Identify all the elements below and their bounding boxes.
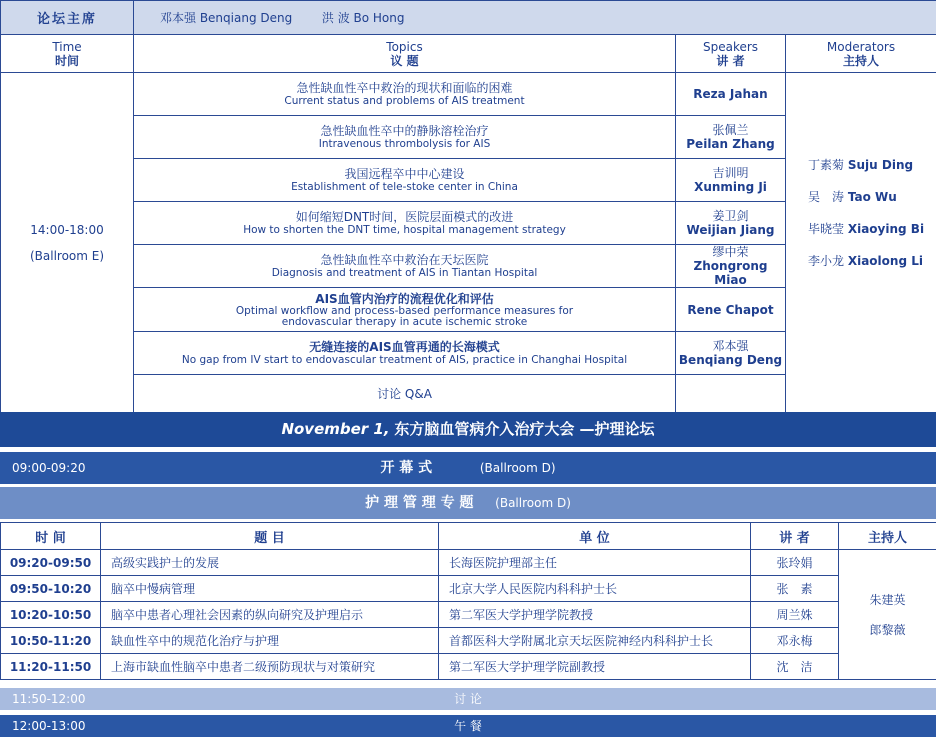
table-row: 09:50-10:20 脑卒中慢病管理 北京大学人民医院内科科护士长 张 素 xyxy=(1,576,936,602)
nursing-schedule-table xyxy=(0,522,936,680)
header-speakers: Speakers 讲 者 xyxy=(676,35,786,73)
table-row: 10:50-11:20 缺血性卒中的规范化治疗与护理 首都医科大学附属北京天坛医院神经内科科护士长 邓永梅 xyxy=(1,628,936,654)
session-room: (Ballroom E) xyxy=(29,248,105,263)
topic-cell: 如何缩短DNT时间，医院层面模式的改进 How to shorten the DNT time, hospital management strategy xyxy=(134,202,676,245)
nursing-session-header xyxy=(0,487,936,519)
table-row: 09:20-09:50 高级实践护士的发展 长海医院护理部主任 张玲娟 朱建英 郎黎薇 xyxy=(1,550,936,576)
session-time-cell xyxy=(1,73,134,413)
speaker-cell: 吉训明 Xunming Ji xyxy=(676,159,786,202)
topic-cell: 急性缺血性卒中的静脉溶栓治疗 Intravenous thrombolysis for AIS xyxy=(134,116,676,159)
nursing-moderators: 朱建英 郎黎薇 xyxy=(839,550,936,680)
topic-cell: 无缝连接的AIS血管再通的长海模式 No gap from IV start to endovascular treatment of AIS, practice in Changhai Hospital xyxy=(134,332,676,375)
nursing-room: (Ballroom D) xyxy=(495,496,571,510)
banner-date: November 1, xyxy=(281,420,390,438)
moderator-3: 毕晓莹 Xiaoying Bi xyxy=(808,221,925,236)
speaker-cell: 姜卫剑 Weijian Jiang xyxy=(676,202,786,245)
session-time: 14:00-18:00 xyxy=(30,222,104,237)
speaker-cell: 缪中荣 Zhongrong Miao xyxy=(676,245,786,288)
discussion-label: 讨 论 xyxy=(454,692,482,706)
opening-room: (Ballroom D) xyxy=(479,461,556,475)
empty-speaker-cell xyxy=(676,375,786,413)
speaker-cell: Rene Chapot xyxy=(676,288,786,332)
speaker-cell: Reza Jahan xyxy=(676,73,786,116)
header-moderator: 主持人 xyxy=(839,523,936,550)
header-moderators: Moderators 主持人 xyxy=(786,35,936,73)
header-time: Time 时间 xyxy=(1,35,134,73)
topic-cell: 我国远程卒中中心建设 Establishment of tele-stoke center in China xyxy=(134,159,676,202)
moderator-4: 李小龙 Xiaolong Li xyxy=(808,253,923,268)
discussion-bar xyxy=(0,688,936,710)
topic-cell: 急性缺血性卒中救治在天坛医院 Diagnosis and treatment of AIS in Tiantan Hospital xyxy=(134,245,676,288)
header-topic: 题 目 xyxy=(101,523,439,550)
opening-time: 09:00-09:20 xyxy=(12,461,86,475)
header-topics: Topics 议 题 xyxy=(134,35,676,73)
table-row: 11:20-11:50 上海市缺血性脑卒中患者二级预防现状与对策研究 第二军医大学护理学院副教授 沈 洁 xyxy=(1,654,936,680)
header-unit: 单 位 xyxy=(439,523,751,550)
banner-title: 东方脑血管病介入治疗大会 —护理论坛 xyxy=(394,420,655,438)
speaker-cell: 张佩兰 Peilan Zhang xyxy=(676,116,786,159)
nursing-forum-banner xyxy=(0,412,936,447)
forum-chair-label: 论坛主席 xyxy=(1,1,134,35)
table-row: 10:20-10:50 脑卒中患者心理社会因素的纵向研究及护理启示 第二军医大学护理学院教授 周兰姝 xyxy=(1,602,936,628)
forum-chairs xyxy=(134,1,936,35)
chair-1: 邓本强 Benqiang Deng xyxy=(160,11,293,25)
opening-title: 开 幕 式 xyxy=(380,460,433,476)
moderator-2: 吴 涛 Tao Wu xyxy=(808,189,897,204)
header-time: 时 间 xyxy=(1,523,101,550)
header-speaker: 讲 者 xyxy=(751,523,839,550)
topic-cell: AIS血管内治疗的流程优化和评估 Optimal workflow and process-based performance measures for endovascular therapy in acute ischemic stroke xyxy=(134,288,676,332)
lunch-time: 12:00-13:00 xyxy=(12,719,86,733)
nursing-title: 护 理 管 理 专 题 xyxy=(365,495,474,511)
moderators-cell xyxy=(786,73,936,413)
chair-2: 洪 波 Bo Hong xyxy=(321,11,405,25)
moderator-1: 丁素菊 Suju Ding xyxy=(808,157,914,172)
topic-cell: 急性缺血性卒中救治的现状和面临的困难 Current status and problems of AIS treatment xyxy=(134,73,676,116)
speaker-cell: 邓本强 Benqiang Deng xyxy=(676,332,786,375)
discussion-time: 11:50-12:00 xyxy=(12,692,86,706)
lunch-label: 午 餐 xyxy=(454,719,482,733)
discussion-cell: 讨论 Q&A xyxy=(134,375,676,413)
lunch-bar xyxy=(0,715,936,737)
opening-ceremony-bar xyxy=(0,452,936,484)
